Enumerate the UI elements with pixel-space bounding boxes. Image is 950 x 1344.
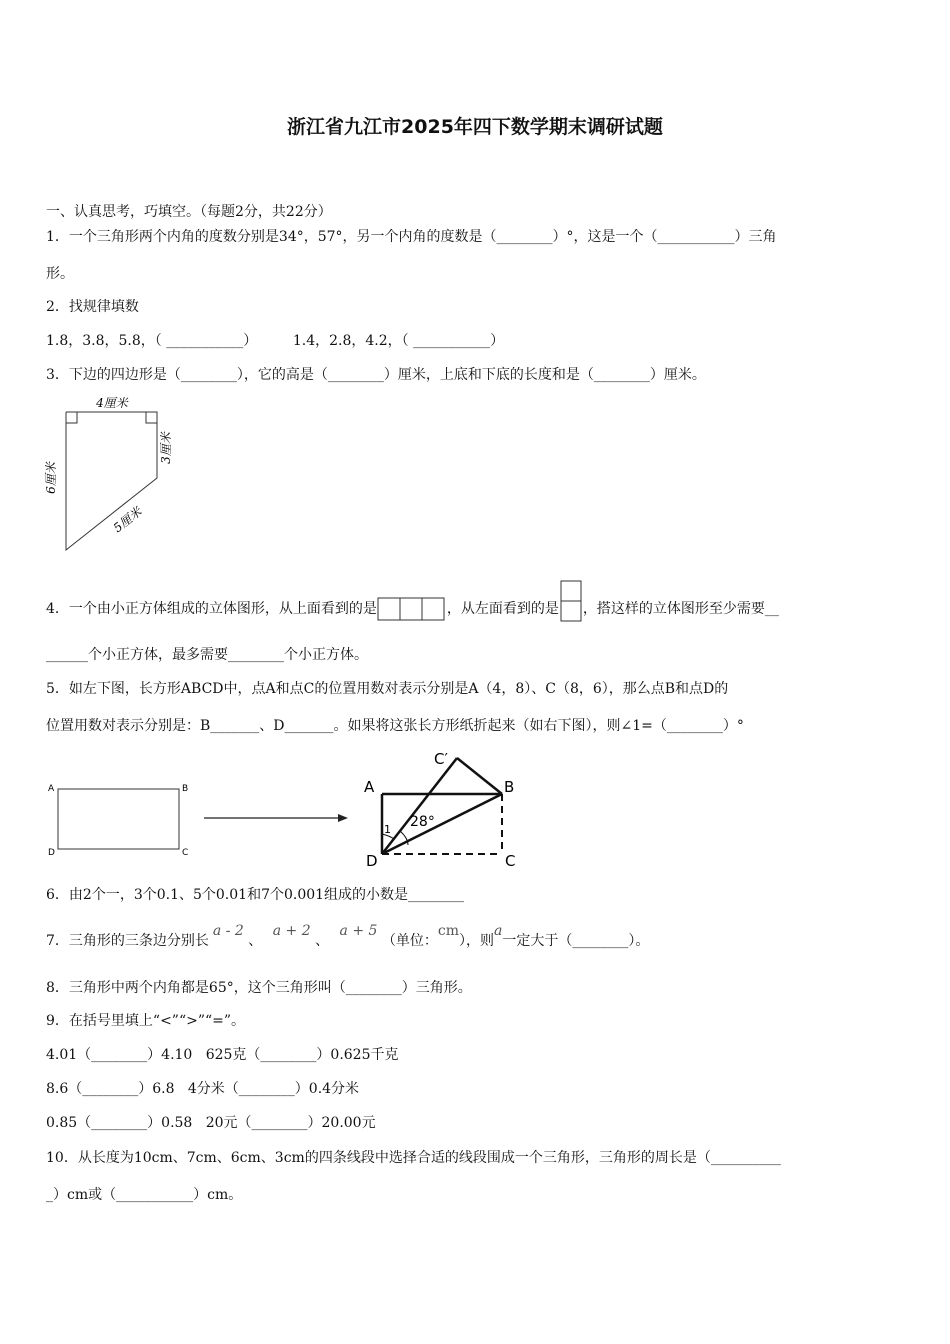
question-9-row-2: 8.6（________）6.8 4分米（________）0.4分米 (46, 1081, 360, 1097)
question-4-line-2: ______个小正方体，最多需要________个小正方体。 (46, 647, 368, 663)
q7-sep-2: 、 (315, 933, 330, 949)
rectangle-figure (46, 778, 196, 860)
question-8: 8．三角形中两个内角都是65°，这个三角形叫（________）三角形。 (46, 980, 472, 996)
q7-expr-2: a + 2 (272, 923, 311, 939)
top-view-figure (377, 596, 447, 622)
left-view-figure (559, 580, 583, 624)
q7-unit: cm (437, 923, 459, 939)
arrow-icon (202, 811, 350, 825)
fold-label-angle-1: 1 (384, 823, 391, 836)
label-bottom: 5厘米 (110, 504, 145, 536)
folded-rectangle-figure (360, 748, 530, 870)
q7-text-3: ），则 (458, 933, 494, 949)
fold-label-d: D (366, 852, 378, 870)
label-left: 6厘米 (44, 462, 58, 494)
question-9-row-1: 4.01（________）4.10 625克（________）0.625千克 (46, 1047, 399, 1063)
q4-text-1: 4．一个由小正方体组成的立体图形，从上面看到的是 (46, 601, 377, 617)
fold-label-c: C (505, 852, 516, 870)
fold-label-a: A (364, 778, 375, 796)
section-heading: 一、认真思考，巧填空。（每题2分，共22分） (46, 204, 332, 220)
question-2-line-1: 2．找规律填数 (46, 299, 139, 315)
question-5-line-1: 5．如左下图，长方形ABCD中，点A和点C的位置用数对表示分别是A（4，8）、C（8，6），那么点B和点D的 (46, 681, 729, 697)
q7-expr-1: a - 2 (212, 923, 244, 939)
question-7 (46, 923, 650, 951)
rect-label-b: B (182, 784, 189, 794)
q4-text-2: ，从左面看到的是 (446, 601, 559, 617)
quadrilateral-figure (44, 392, 194, 562)
q7-expr-3: a + 5 (339, 923, 378, 939)
q7-text-1: 7．三角形的三条边分别长 (46, 933, 209, 949)
rect-label-a: A (48, 784, 55, 794)
question-2-line-2: 1.8，3.8，5.8，（ ___________） 1.4，2.8，4.2，（ ___________） (46, 333, 505, 349)
page-title: 浙江省九江市2025年四下数学期末调研试题 (287, 116, 663, 138)
label-top: 4厘米 (96, 396, 128, 410)
question-6: 6．由2个一，3个0.1、5个0.01和7个0.001组成的小数是________ (46, 887, 465, 903)
q7-sep-1: 、 (248, 933, 263, 949)
fold-label-b: B (504, 778, 515, 796)
question-3: 3．下边的四边形是（________），它的高是（________）厘米，上底和下底的长度和是（________）厘米。 (46, 367, 706, 383)
question-4-line-1 (46, 594, 779, 624)
q7-text-4: 一定大于（________）。 (502, 933, 650, 949)
question-1-line-1: 1．一个三角形两个内角的度数分别是34°，57°，另一个内角的度数是（________）°，这是一个（___________）三角 (46, 229, 777, 245)
q7-text-2: （单位： (381, 933, 438, 949)
question-10-line-2: _）cm或（___________）cm。 (46, 1187, 243, 1203)
question-9: 9．在括号里填上“<”“>”“=”。 (46, 1013, 246, 1029)
question-1-line-2: 形。 (46, 266, 74, 282)
fold-label-cprime: C′ (434, 750, 448, 768)
question-5-line-2: 位置用数对表示分别是：B_______、D_______。如果将这张长方形纸折起来（如右下图），则∠1=（________）° (46, 718, 744, 734)
question-10-line-1: 10．从长度为10cm、7cm、6cm、3cm的四条线段中选择合适的线段围成一个三角形，三角形的周长是（__________ (46, 1150, 781, 1166)
rect-label-c: C (182, 848, 189, 858)
label-right: 3厘米 (159, 432, 173, 464)
q4-text-3: ，搭这样的立体图形至少需要__ (582, 601, 779, 617)
rect-label-d: D (48, 848, 55, 858)
fold-label-angle-28: 28° (410, 814, 435, 830)
q7-var: a (493, 923, 503, 939)
question-9-row-3: 0.85（________）0.58 20元（________）20.00元 (46, 1115, 376, 1131)
